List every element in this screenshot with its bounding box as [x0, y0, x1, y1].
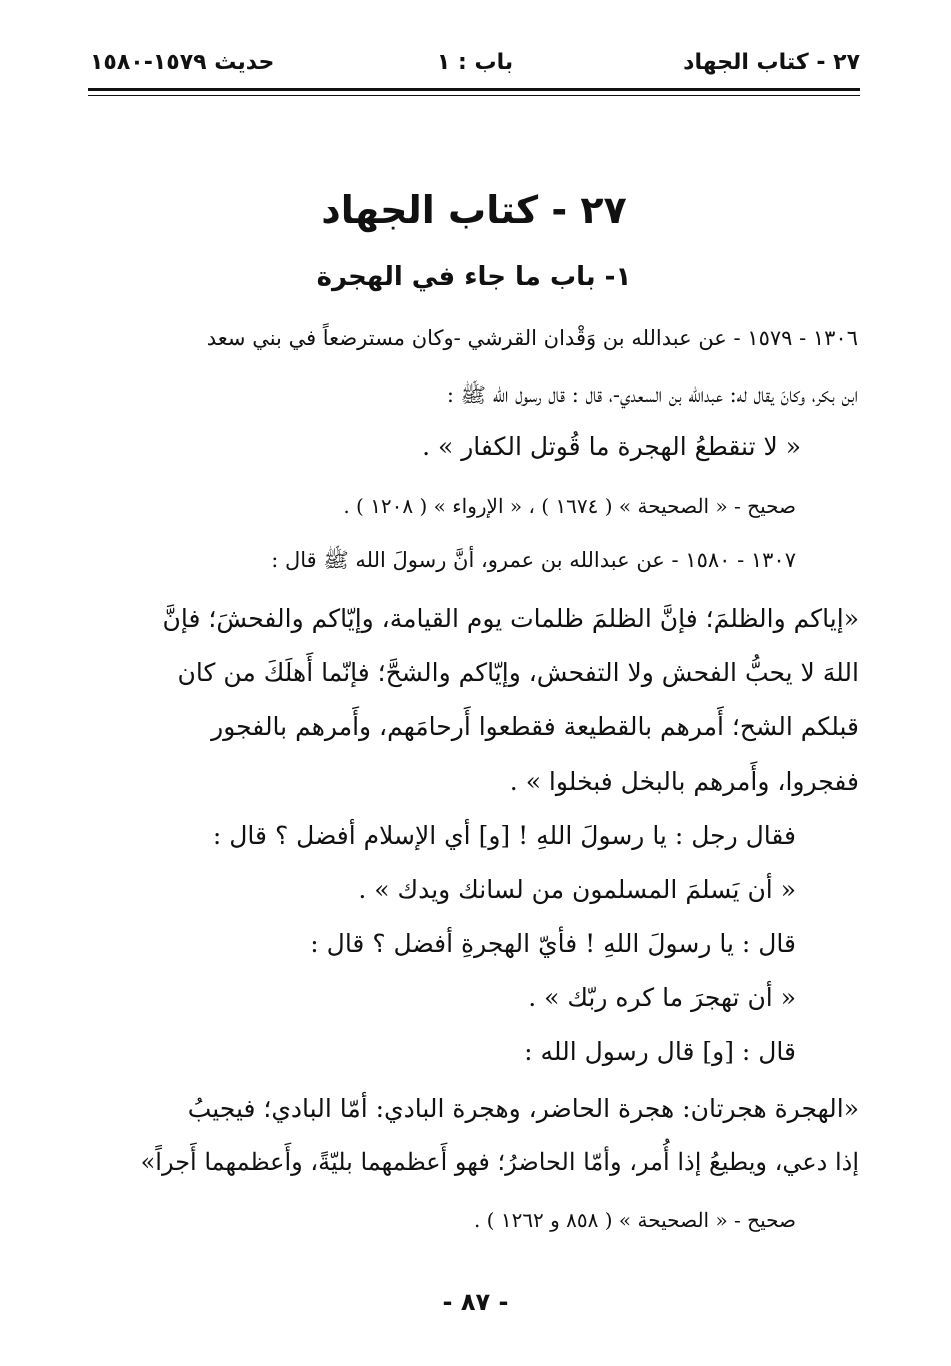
- text-line: « لا تنقطعُ الهجرة ما قُوتل الكفار » .: [422, 432, 801, 461]
- grade-line: صحيح - « الصحيحة » ( ٨٥٨ و ١٢٦٢ ) .: [473, 1208, 796, 1232]
- header-rule-thick: [88, 88, 860, 91]
- chapter-title: ١- باب ما جاء في الهجرة: [316, 262, 632, 292]
- text-line: « أن تهجرَ ما كره ربّك » .: [528, 983, 796, 1012]
- page-number: - ٨٧ -: [442, 1288, 509, 1316]
- text-line: «إياكم والظلمَ؛ فإنَّ الظلمَ ظلمات يوم القيامة، وإيّاكم والفحشَ؛ فإنَّ: [162, 604, 859, 633]
- text-line: ففجروا، وأَمرهم بالبخل فبخلوا » .: [509, 767, 859, 796]
- header-chapter: باب : ١: [436, 50, 514, 75]
- text-line: «الهجرة هجرتان: هجرة الحاضر، وهجرة البادي: أمّا البادي؛ فيجيبُ: [187, 1094, 859, 1123]
- header-hadith-range: حديث ١٥٧٩-١٥٨٠: [90, 50, 275, 75]
- running-header: [90, 46, 860, 86]
- header-book-title: ٢٧ - كتاب الجهاد: [683, 50, 860, 75]
- text-line: « أن يَسلمَ المسلمون من لسانك ويدك » .: [358, 875, 796, 904]
- text-line: ١٣٠٧ - ١٥٨٠ - عن عبدالله بن عمرو، أنَّ رسولَ الله ﷺ قال :: [271, 548, 796, 572]
- text-line: فقال رجل : يا رسولَ اللهِ ! [و] أي الإسلام أفضل ؟ قال :: [212, 821, 796, 850]
- grade-line: صحيح - « الصحيحة » ( ١٦٧٤ ) ، « الإرواء » ( ١٢٠٨ ) .: [343, 494, 796, 518]
- book-title: ٢٧ - كتاب الجهاد: [321, 188, 627, 232]
- text-line: قال : يا رسولَ اللهِ ! فأيّ الهجرةِ أفضل ؟ قال :: [310, 929, 796, 958]
- text-line: قال : [و] قال رسول الله :: [524, 1037, 796, 1066]
- text-line: قبلكم الشح؛ أَمرهم بالقطيعة فقطعوا أَرحامَهم، وأَمرهم بالفجور: [211, 712, 859, 741]
- text-line: ابن بكر، وكانَ يقال له: عبدالله بن السعدي-، قال : قال رسول الله ﷺ :: [446, 383, 858, 407]
- text-line: إذا دعي، ويطيعُ إذا أُمر، وأمّا الحاضرُ؛ فهو أَعظمهما بليّةً، وأَعظمهما أَجراً»: [140, 1148, 859, 1176]
- header-rule-thin: [88, 95, 860, 96]
- text-line: اللهَ لا يحبُّ الفحش ولا التفحش، وإيّاكم والشحَّ؛ فإنّما أَهلَكَ من كان: [177, 658, 859, 687]
- text-line: ١٣٠٦ - ١٥٧٩ - عن عبدالله بن وَقْدان القرشي -وكان مسترضعاً في بني سعد: [206, 326, 858, 350]
